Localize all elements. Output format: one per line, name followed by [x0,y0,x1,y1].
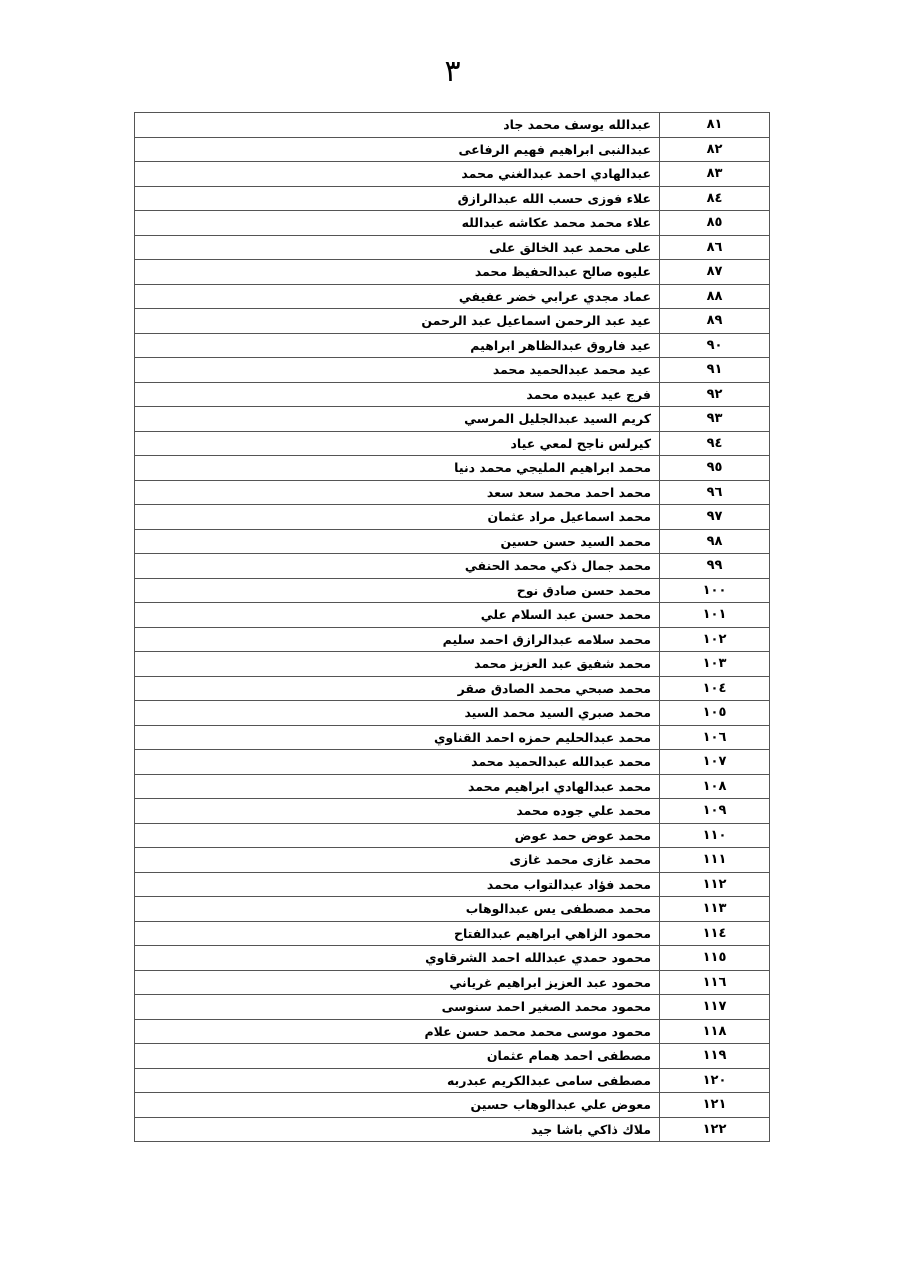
table-row [135,578,770,603]
person-name: محمد سلامه عبدالرازق احمد سليم [135,627,660,652]
person-name: محمد عبدالهادي ابراهيم محمد [135,774,660,799]
row-number: ١١٢ [660,872,770,897]
names-table [134,112,770,1142]
row-number: ٩٦ [660,480,770,505]
row-number: ١٠٠ [660,578,770,603]
table-row [135,946,770,971]
person-name: محمد مصطفى يس عبدالوهاب [135,897,660,922]
row-number: ٩٩ [660,554,770,579]
row-number: ١٠٣ [660,652,770,677]
table-row [135,480,770,505]
names-table-body [135,113,770,1142]
person-name: على محمد عبد الخالق على [135,235,660,260]
person-name: محمد حسن عبد السلام علي [135,603,660,628]
person-name: محمد غازى محمد غازى [135,848,660,873]
person-name: محمود حمدي عبدالله احمد الشرقاوي [135,946,660,971]
table-row [135,725,770,750]
page-number: ٣ [444,54,461,89]
row-number: ٩٧ [660,505,770,530]
table-row [135,309,770,334]
row-number: ١٠٧ [660,750,770,775]
person-name: محمد فؤاد عبدالتواب محمد [135,872,660,897]
row-number: ١١٨ [660,1019,770,1044]
row-number: ١٠٢ [660,627,770,652]
row-number: ٩٣ [660,407,770,432]
person-name: محمد ابراهيم المليجي محمد دنيا [135,456,660,481]
person-name: عليوه صالح عبدالحفيظ محمد [135,260,660,285]
table-row [135,1117,770,1142]
person-name: ملاك ذاكي باشا جيد [135,1117,660,1142]
row-number: ١١٦ [660,970,770,995]
row-number: ١١١ [660,848,770,873]
table-row [135,1044,770,1069]
person-name: كيرلس ناجح لمعي عياد [135,431,660,456]
row-number: ٨٣ [660,162,770,187]
person-name: عبدالنبى ابراهيم فهيم الرفاعى [135,137,660,162]
person-name: محمود موسى محمد محمد حسن علام [135,1019,660,1044]
row-number: ٨١ [660,113,770,138]
person-name: عبدالهادي احمد عبدالغني محمد [135,162,660,187]
row-number: ٩٥ [660,456,770,481]
row-number: ٩٤ [660,431,770,456]
person-name: عماد مجدي عرابي خضر عفيفي [135,284,660,309]
table-row [135,1068,770,1093]
table-row [135,235,770,260]
table-row [135,211,770,236]
table-row [135,774,770,799]
table-row [135,897,770,922]
table-row [135,1019,770,1044]
person-name: محمد عوض حمد عوض [135,823,660,848]
table-row [135,186,770,211]
row-number: ٩٢ [660,382,770,407]
row-number: ٨٨ [660,284,770,309]
table-row [135,431,770,456]
table-row [135,260,770,285]
row-number: ١٢١ [660,1093,770,1118]
row-number: ٩٠ [660,333,770,358]
row-number: ١١٧ [660,995,770,1020]
row-number: ١١٩ [660,1044,770,1069]
table-row [135,921,770,946]
person-name: عيد محمد عبدالحميد محمد [135,358,660,383]
row-number: ٨٧ [660,260,770,285]
row-number: ٨٥ [660,211,770,236]
table-row [135,554,770,579]
row-number: ١٠٤ [660,676,770,701]
row-number: ٩٨ [660,529,770,554]
table-row [135,382,770,407]
table-row [135,701,770,726]
table-row [135,505,770,530]
row-number: ١٢٢ [660,1117,770,1142]
table-row [135,603,770,628]
person-name: عيد عبد الرحمن اسماعيل عبد الرحمن [135,309,660,334]
person-name: محمد عبدالله عبدالحميد محمد [135,750,660,775]
table-row [135,529,770,554]
person-name: محمد عبدالحليم حمزه احمد القناوي [135,725,660,750]
person-name: فرج عيد عبيده محمد [135,382,660,407]
table-row [135,162,770,187]
table-row [135,799,770,824]
row-number: ١١٥ [660,946,770,971]
person-name: عبدالله يوسف محمد جاد [135,113,660,138]
person-name: محمود عبد العزيز ابراهيم غرياني [135,970,660,995]
table-row [135,1093,770,1118]
table-row [135,848,770,873]
person-name: كريم السيد عبدالجليل المرسي [135,407,660,432]
person-name: محمد جمال ذكي محمد الحنفي [135,554,660,579]
person-name: محمد السيد حسن حسين [135,529,660,554]
person-name: عيد فاروق عبدالظاهر ابراهيم [135,333,660,358]
table-row [135,652,770,677]
table-row [135,627,770,652]
person-name: معوض علي عبدالوهاب حسين [135,1093,660,1118]
table-row [135,333,770,358]
table-row [135,872,770,897]
row-number: ١٢٠ [660,1068,770,1093]
table-row [135,676,770,701]
person-name: محمد علي جوده محمد [135,799,660,824]
table-row [135,970,770,995]
person-name: علاء فوزى حسب الله عبدالرازق [135,186,660,211]
table-row [135,750,770,775]
person-name: محمد احمد محمد سعد سعد [135,480,660,505]
row-number: ٨٩ [660,309,770,334]
row-number: ٩١ [660,358,770,383]
person-name: مصطفى احمد همام عثمان [135,1044,660,1069]
row-number: ١٠٥ [660,701,770,726]
person-name: محمد صبحي محمد الصادق صقر [135,676,660,701]
row-number: ٨٢ [660,137,770,162]
row-number: ١٠١ [660,603,770,628]
table-row [135,137,770,162]
row-number: ١١٠ [660,823,770,848]
person-name: محمود محمد الصغير احمد سنوسى [135,995,660,1020]
person-name: علاء محمد محمد عكاشه عبدالله [135,211,660,236]
table-row [135,823,770,848]
row-number: ١٠٦ [660,725,770,750]
row-number: ١١٤ [660,921,770,946]
table-row [135,995,770,1020]
table-row [135,284,770,309]
person-name: محمد اسماعيل مراد عثمان [135,505,660,530]
row-number: ١٠٨ [660,774,770,799]
row-number: ٨٦ [660,235,770,260]
person-name: محمد شفيق عبد العزيز محمد [135,652,660,677]
table-row [135,407,770,432]
row-number: ١٠٩ [660,799,770,824]
table-row [135,358,770,383]
table-row [135,456,770,481]
person-name: محمد صبري السيد محمد السيد [135,701,660,726]
person-name: محمود الزاهي ابراهيم عبدالفتاح [135,921,660,946]
row-number: ٨٤ [660,186,770,211]
row-number: ١١٣ [660,897,770,922]
table-row [135,113,770,138]
person-name: مصطفى سامى عبدالكريم عبدربه [135,1068,660,1093]
person-name: محمد حسن صادق نوح [135,578,660,603]
